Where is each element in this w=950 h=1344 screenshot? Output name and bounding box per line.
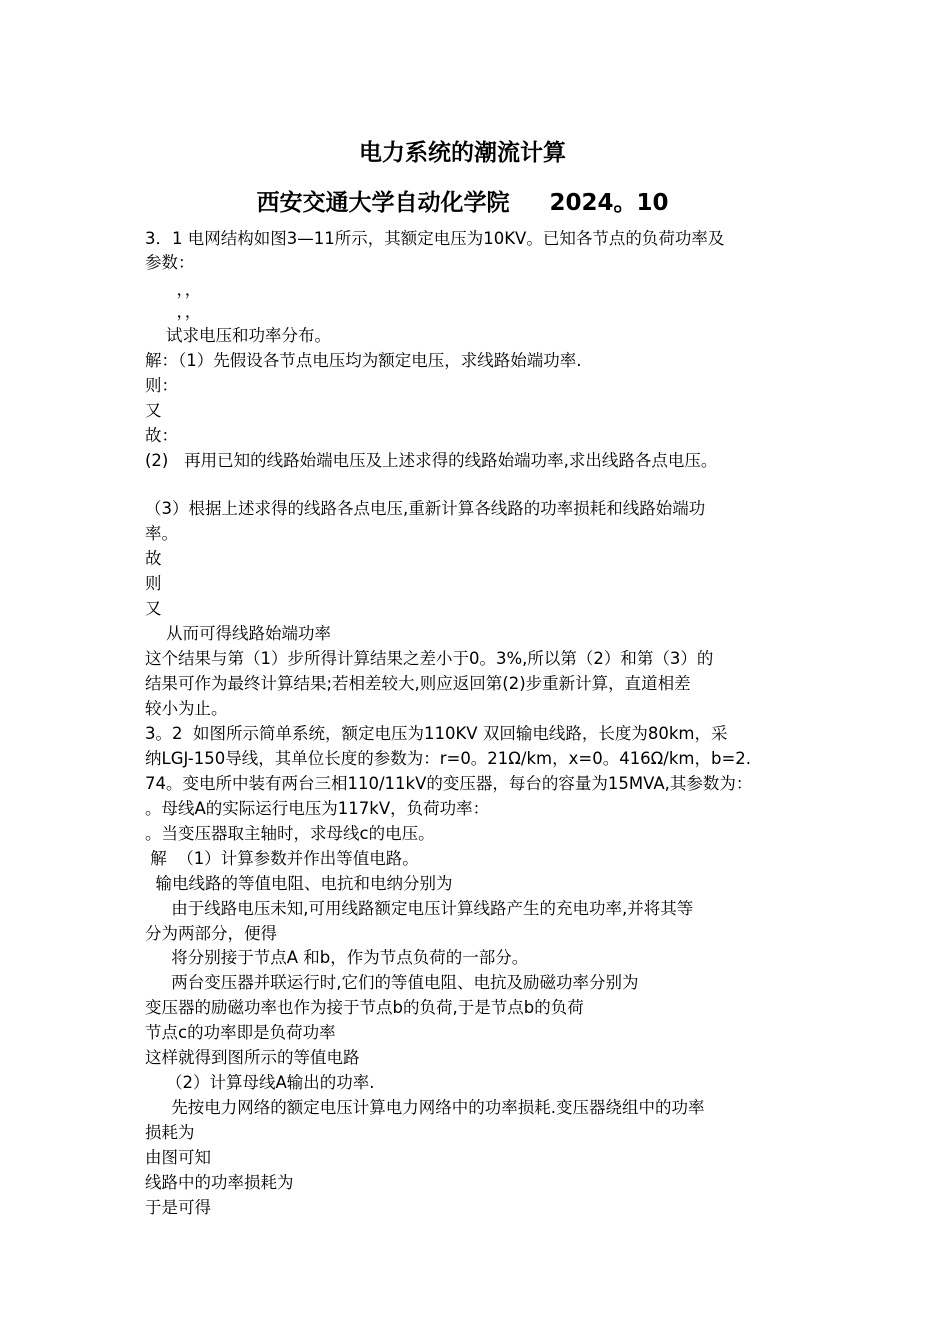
text-line: 从而可得线路始端功率: [145, 624, 331, 643]
text-line: ，，: [145, 280, 202, 299]
text-line: 又: [145, 599, 162, 618]
text-line: （2）计算母线A输出的功率.: [145, 1073, 375, 1092]
text-line: 损耗为: [145, 1123, 195, 1142]
text-line: 先按电力网络的额定电压计算电力网络中的功率损耗.变压器绕组中的功率: [145, 1098, 705, 1117]
text-line: 于是可得: [145, 1198, 211, 1217]
text-line: 变压器的励磁功率也作为接于节点b的负荷,于是节点b的负荷: [145, 998, 584, 1017]
text-line: 输电线路的等值电阻、电抗和电纳分别为: [145, 874, 453, 893]
text-line: 3。2 如图所示简单系统，额定电压为110KV 双回输电线路，长度为80km，采: [145, 724, 728, 743]
text-line: 试求电压和功率分布。: [145, 326, 331, 345]
text-line: 率。: [145, 524, 178, 543]
text-line: 3．1 电网结构如图3—11所示，其额定电压为10KV。已知各节点的负荷功率及: [145, 229, 725, 248]
document-title: 电力系统的潮流计算: [359, 140, 566, 166]
text-line: 线路中的功率损耗为: [145, 1173, 294, 1192]
text-line: 将分别接于节点A 和b，作为节点负荷的一部分。: [145, 948, 529, 967]
text-line: 这个结果与第（1）步所得计算结果之差小于0。3%,所以第（2）和第（3）的: [145, 649, 714, 668]
text-line: 结果可作为最终计算结果;若相差较大,则应返回第(2)步重新计算，直道相差: [145, 674, 691, 693]
text-line: 这样就得到图所示的等值电路: [145, 1048, 360, 1067]
text-line: (2) 再用已知的线路始端电压及上述求得的线路始端功率,求出线路各点电压。: [145, 451, 718, 470]
text-line: 故：: [145, 426, 178, 445]
text-line: 解 （1）计算参数并作出等值电路。: [145, 849, 419, 868]
text-line: 解：（1）先假设各节点电压均为额定电压，求线路始端功率.: [145, 351, 582, 370]
text-line: 则：: [145, 376, 178, 395]
text-line: 故: [145, 549, 162, 568]
text-line: 节点c的功率即是负荷功率: [145, 1023, 336, 1042]
text-line: 较小为止。: [145, 699, 228, 718]
text-line: 纳LGJ-150导线，其单位长度的参数为：r=0。21Ω/km，x=0。416Ω/km，b=2.: [145, 749, 752, 768]
text-line: 。当变压器取主轴时，求母线c的电压。: [145, 824, 435, 843]
text-line: 分为两部分，便得: [145, 924, 277, 943]
text-line: 74。变电所中装有两台三相110/11kV的变压器，每台的容量为15MVA,其参数为：: [145, 774, 753, 793]
text-line: 两台变压器并联运行时,它们的等值电阻、电抗及励磁功率分别为: [145, 973, 639, 992]
text-line: ，，: [145, 302, 202, 321]
text-line: 由于线路电压未知,可用线路额定电压计算线路产生的充电功率,并将其等: [145, 899, 694, 918]
text-line: 由图可知: [145, 1148, 211, 1167]
text-line: （3）根据上述求得的线路各点电压,重新计算各线路的功率损耗和线路始端功: [145, 499, 706, 518]
document-subtitle: 西安交通大学自动化学院 2024。10: [256, 190, 669, 216]
text-line: 则: [145, 574, 162, 593]
text-line: 又: [145, 401, 162, 420]
text-line: 参数：: [145, 253, 195, 272]
text-line: 。母线A的实际运行电压为117kV，负荷功率：: [145, 799, 490, 818]
